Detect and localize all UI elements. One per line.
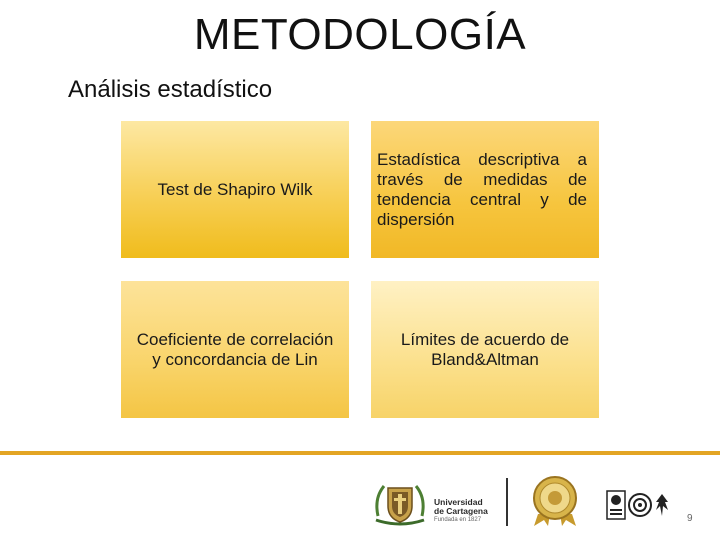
footer-logos bbox=[370, 470, 690, 530]
method-box-descriptive-stats bbox=[371, 121, 599, 258]
logo-divider bbox=[506, 478, 508, 526]
page-number: 9 bbox=[687, 513, 693, 524]
certification-badge-icon bbox=[606, 490, 626, 520]
method-box-lin-concordance bbox=[121, 281, 349, 418]
university-name-line1: Universidad bbox=[434, 497, 483, 507]
university-name bbox=[434, 498, 488, 525]
accreditation-seal-icon bbox=[530, 474, 580, 526]
university-tagline: Fundada en 1827 bbox=[434, 517, 482, 523]
university-name-line2: de Cartagena bbox=[434, 506, 488, 516]
method-box-label: Coeficiente de correlación y concordancia de Lin bbox=[136, 329, 334, 369]
method-box-bland-altman bbox=[371, 281, 599, 418]
slide-title: METODOLOGÍA bbox=[193, 10, 527, 59]
footer-accent-rule bbox=[0, 451, 720, 455]
method-box-label: Límites de acuerdo de Bland&Altman bbox=[400, 329, 570, 369]
method-box-shapiro-wilk bbox=[121, 121, 349, 258]
quality-mark-icon bbox=[654, 492, 670, 518]
method-box-label: Test de Shapiro Wilk bbox=[157, 179, 313, 199]
slide-subtitle: Análisis estadístico bbox=[68, 76, 273, 103]
iso-certification-icon bbox=[628, 492, 652, 518]
university-crest-icon bbox=[370, 476, 430, 528]
method-box-label: Estadística descriptiva a través de medidas de tendencia central y de dispersión bbox=[377, 149, 587, 229]
